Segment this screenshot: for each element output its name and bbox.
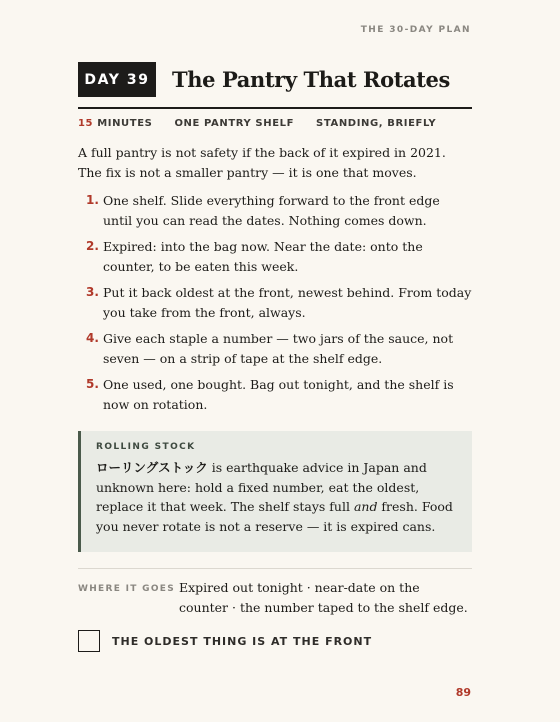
meta-row (78, 118, 472, 129)
step-number: 4. (86, 331, 99, 345)
day-badge: DAY 39 (78, 62, 156, 97)
intro-paragraph: A full pantry is not safety if the back of it expired in 2021. The fix is not a smaller pantry — it is one that moves. (78, 145, 446, 180)
meta-scope: ONE PANTRY SHELF (174, 118, 295, 129)
steps-list (78, 191, 472, 421)
meta-posture: STANDING, BRIEFLY (316, 118, 437, 129)
completion-check (78, 630, 372, 652)
step-item (78, 283, 472, 322)
callout-label: ROLLING STOCK (96, 442, 196, 452)
step-number: 3. (86, 285, 99, 299)
running-head: THE 30-DAY PLAN (360, 25, 471, 35)
completion-checkbox[interactable] (78, 630, 100, 652)
callout-emphasis: and (353, 499, 378, 514)
step-number: 1. (86, 193, 99, 207)
where-text: Expired out tonight · near-date on the counter · the number taped to the shelf edge. (179, 580, 468, 615)
step-text: Put it back oldest at the front, newest behind. From today you take from the front, always. (103, 285, 472, 320)
callout-body (96, 458, 458, 536)
title-row (78, 62, 472, 97)
step-text: Expired: into the bag now. Near the date: onto the counter, to be eaten this week. (103, 239, 423, 274)
step-number: 2. (86, 239, 99, 253)
where-label: WHERE IT GOES (78, 584, 176, 594)
step-text: One shelf. Slide everything forward to the front edge until you can read the dates. Nothing comes down. (103, 193, 440, 228)
callout-term: ローリングストック (96, 460, 208, 475)
rolling-stock-callout (78, 431, 472, 552)
where-it-goes (78, 578, 472, 617)
step-item (78, 375, 472, 414)
callout-text-2: fresh. Food you never rotate is not a reserve — it is expired cans. (96, 499, 453, 534)
step-item (78, 329, 472, 368)
page-title: The Pantry That Rotates (172, 67, 450, 92)
step-number: 5. (86, 377, 99, 391)
page-number: 89 (455, 686, 471, 699)
section-divider (78, 568, 472, 569)
step-text: Give each staple a number — two jars of the sauce, not seven — on a strip of tape at the shelf edge. (103, 331, 454, 366)
meta-minutes-value: 15 (78, 118, 94, 129)
step-text: One used, one bought. Bag out tonight, and the shelf is now on rotation. (103, 377, 454, 412)
meta-minutes-label: MINUTES (97, 118, 153, 129)
callout-text-1: is earthquake advice in Japan and unknown here: hold a fixed number, eat the oldest, replace it that week. The shelf stays full (96, 460, 427, 514)
completion-label: THE OLDEST THING IS AT THE FRONT (112, 634, 373, 648)
title-rule (78, 107, 472, 109)
meta-duration (78, 118, 152, 129)
step-item (78, 191, 472, 230)
step-item (78, 237, 472, 276)
